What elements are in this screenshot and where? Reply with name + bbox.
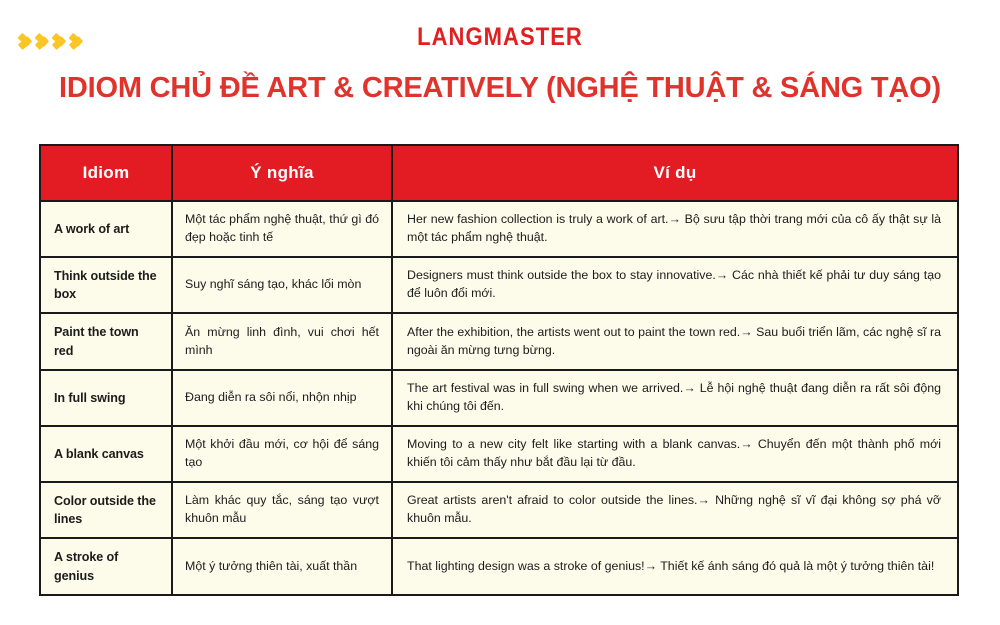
cell-meaning: Làm khác quy tắc, sáng tạo vượt khuôn mẫu [172,482,392,539]
table-head [40,145,958,201]
cell-meaning: Đang diễn ra sôi nổi, nhộn nhịp [172,370,392,426]
cell-example: The art festival was in full swing when we arrived.→ Lễ hội nghệ thuật đang diễn ra rất sôi động khi chúng tôi đến. [392,370,958,426]
cell-idiom: A stroke of genius [40,538,172,595]
cell-meaning: Một khởi đầu mới, cơ hội để sáng tạo [172,426,392,482]
cell-example: After the exhibition, the artists went out to paint the town red.→ Sau buổi triển lãm, các nghệ sĩ ra ngoài ăn mừng tưng bừng. [392,313,958,370]
cell-idiom: A work of art [40,201,172,257]
cell-example: Her new fashion collection is truly a work of art.→ Bộ sưu tập thời trang mới của cô ấy thật sự là một tác phẩm nghệ thuật. [392,201,958,257]
cell-meaning: Ăn mừng linh đình, vui chơi hết mình [172,313,392,370]
idiom-table [39,144,959,596]
cell-idiom: In full swing [40,370,172,426]
cell-meaning: Một ý tưởng thiên tài, xuất thần [172,538,392,595]
idiom-table-container [39,144,959,596]
table-row [40,426,958,482]
column-header-meaning: Ý nghĩa [172,145,392,201]
cell-idiom: Color outside the lines [40,482,172,539]
cell-idiom: Think outside the box [40,257,172,314]
column-header-idiom: Idiom [40,145,172,201]
table-row [40,313,958,370]
table-row [40,538,958,595]
table-body [40,201,958,595]
cell-example: That lighting design was a stroke of genius!→ Thiết kế ánh sáng đó quả là một ý tưởng thiên tài! [392,538,958,595]
cell-idiom: Paint the town red [40,313,172,370]
column-header-example: Ví dụ [392,145,958,201]
table-header-row [40,145,958,201]
cell-example: Great artists aren't afraid to color outside the lines.→ Những nghệ sĩ vĩ đại không sợ phá vỡ khuôn mẫu. [392,482,958,539]
chevron-icon-1 [18,27,35,55]
table-row [40,370,958,426]
table-row [40,201,958,257]
table-row [40,482,958,539]
cell-meaning: Một tác phẩm nghệ thuật, thứ gì đó đẹp hoặc tinh tế [172,201,392,257]
cell-example: Moving to a new city felt like starting with a blank canvas.→ Chuyển đến một thành phố mới khiến tôi cảm thấy như bắt đầu lại từ đầu. [392,426,958,482]
cell-meaning: Suy nghĩ sáng tạo, khác lối mòn [172,257,392,314]
chevron-icon-2 [35,27,52,55]
table-row [40,257,958,314]
brand-logo-text: LANGMASTER [417,23,583,51]
cell-example: Designers must think outside the box to stay innovative.→ Các nhà thiết kế phải tư duy sáng tạo để luôn đổi mới. [392,257,958,314]
page-header [0,0,1000,120]
page-title: IDIOM CHỦ ĐỀ ART & CREATIVELY (NGHỆ THUẬT & SÁNG TẠO) [59,72,941,104]
cell-idiom: A blank canvas [40,426,172,482]
